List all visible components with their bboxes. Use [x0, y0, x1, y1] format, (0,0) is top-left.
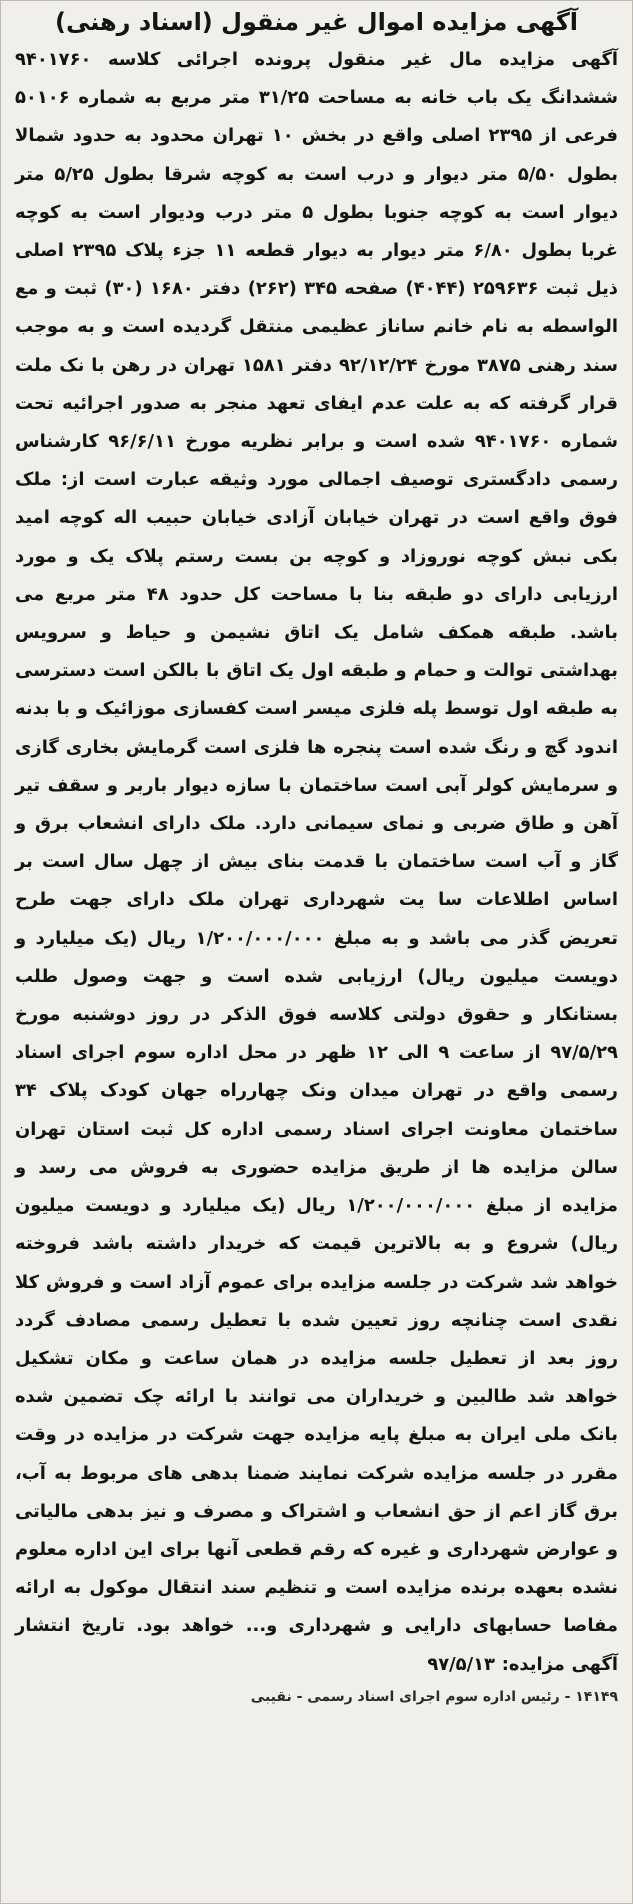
notice-signature: ۱۴۱۴۹ - رئیس اداره سوم اجرای اسناد رسمی - نقیبی: [250, 1688, 618, 1705]
notice-headline: آگهی مزایده اموال غیر منقول (اسناد رهنی): [54, 8, 579, 36]
notice-body: آگهی مزایده مال غیر منقول پرونده اجرائی کلاسه ۹۴۰۱۷۶۰ ششدانگ یک باب خانه به مساحت ۳۱/۲۵ متر مربع به شماره ۵۰۱۰۶ فرعی از ۲۳۹۵ اصلی واقع در بخش ۱۰ تهران محدود به حدود شمالا بطول ۵/۵۰ متر دیوار و درب است به کوچه شرقا بطول ۵/۲۵ متر دیوار است به کوچه جنوبا بطول ۵ متر درب ودیوار است به کوچه غربا بطول ۶/۸۰ متر دیوار به دیوار قطعه ۱۱ جزء پلاک ۲۳۹۵ اصلی ذیل ثبت ۲۵۹۶۳۶ (۴۰۴۴) صفحه ۳۴۵ (۲۶۲) دفتر ۱۶۸۰ (۳۰) ثبت و مع الواسطه به نام خانم ساناز عظیمی منتقل گردیده است و به موجب سند رهنی ۳۸۷۵ مورخ ۹۲/۱۲/۲۴ دفتر ۱۵۸۱ تهران در رهن با نک ملت قرار گرفته که به علت عدم ایفای تعهد منجر به صدور اجرائیه تحت شماره ۹۴۰۱۷۶۰ شده است و برابر نظریه مورخ ۹۶/۶/۱۱ کارشناس رسمی دادگستری توصیف اجمالی مورد وثیقه عبارت است از: ملک فوق واقع است در تهران خیابان آزادی خیابان حبیب اله کوچه امید بکی نبش کوچه نوروزاد و کوچه بن بست رستم پلاک یک و مورد ارزیابی دارای دو طبقه بنا با مساحت کل حدود ۴۸ متر مربع می باشد. طبقه همکف شامل یک اتاق نشیمن و حیاط و سرویس بهداشتی توالت و حمام و طبقه اول یک اتاق با بالکن است دسترسی به طبقه اول توسط پله فلزی میسر است کفسازی موزائیک و با بدنه اندود گچ و رنگ شده است پنجره ها فلزی است گرمایش بخاری گازی و سرمایش کولر آبی است ساختمان با سازه دیوار باربر و سقف تیر آهن و طاق ضربی و نمای سیمانی دارد. ملک دارای انشعاب برق و گاز و آب است ساختمان با قدمت بنای بیش از چهل سال است بر اساس اطلاعات سا یت شهرداری تهران ملک دارای جهت طرح تعریض گذر می باشد و به مبلغ ۱/۲۰۰/۰۰۰/۰۰۰ ریال (یک میلیارد و دویست میلیون ریال) ارزیابی شده است و جهت وصول طلب بستانکار و حقوق دولتی کلاسه فوق الذکر در روز دوشنبه مورخ ۹۷/۵/۲۹ از ساعت ۹ الی ۱۲ ظهر در محل اداره سوم اجرای اسناد رسمی واقع در تهران میدان ونک چهارراه جهان کودک پلاک ۳۴ ساختمان معاونت اجرای اسناد رسمی اداره کل ثبت استان تهران سالن مزایده ها از طریق مزایده حضوری به فروش می رسد و مزایده از مبلغ ۱/۲۰۰/۰۰۰/۰۰۰ ریال (یک میلیارد و دویست میلیون ریال) شروع و به بالاترین قیمت که خریدار داشته باشد فروخته خواهد شد شرکت در جلسه مزایده برای عموم آزاد است و فروش کلا نقدی است چنانچه روز تعیین شده با تعطیل رسمی مصادف گردد روز بعد از تعطیل جلسه مزایده در همان ساعت و مکان تشکیل خواهد شد طالبین و خریداران می توانند با ارائه چک تضمین شده بانک ملی ایران به مبلغ پایه مزایده جهت شرکت در مزایده در وقت مقرر در جلسه مزایده شرکت نمایند ضمنا بدهی های مربوط به آب، برق گاز اعم از حق انشعاب و اشتراک و مصرف و نیز بدهی مالیاتی و عوارض شهرداری و غیره که رقم قطعی آنها برای این اداره معلوم نشده بعهده برنده مزایده است و تنظیم سند انتقال موکول به ارائه مفاصا حسابهای دارایی و شهرداری و... خواهد بود. تاریخ انتشار آگهی مزایده: ۹۷/۵/۱۳: [15, 49, 619, 1675]
